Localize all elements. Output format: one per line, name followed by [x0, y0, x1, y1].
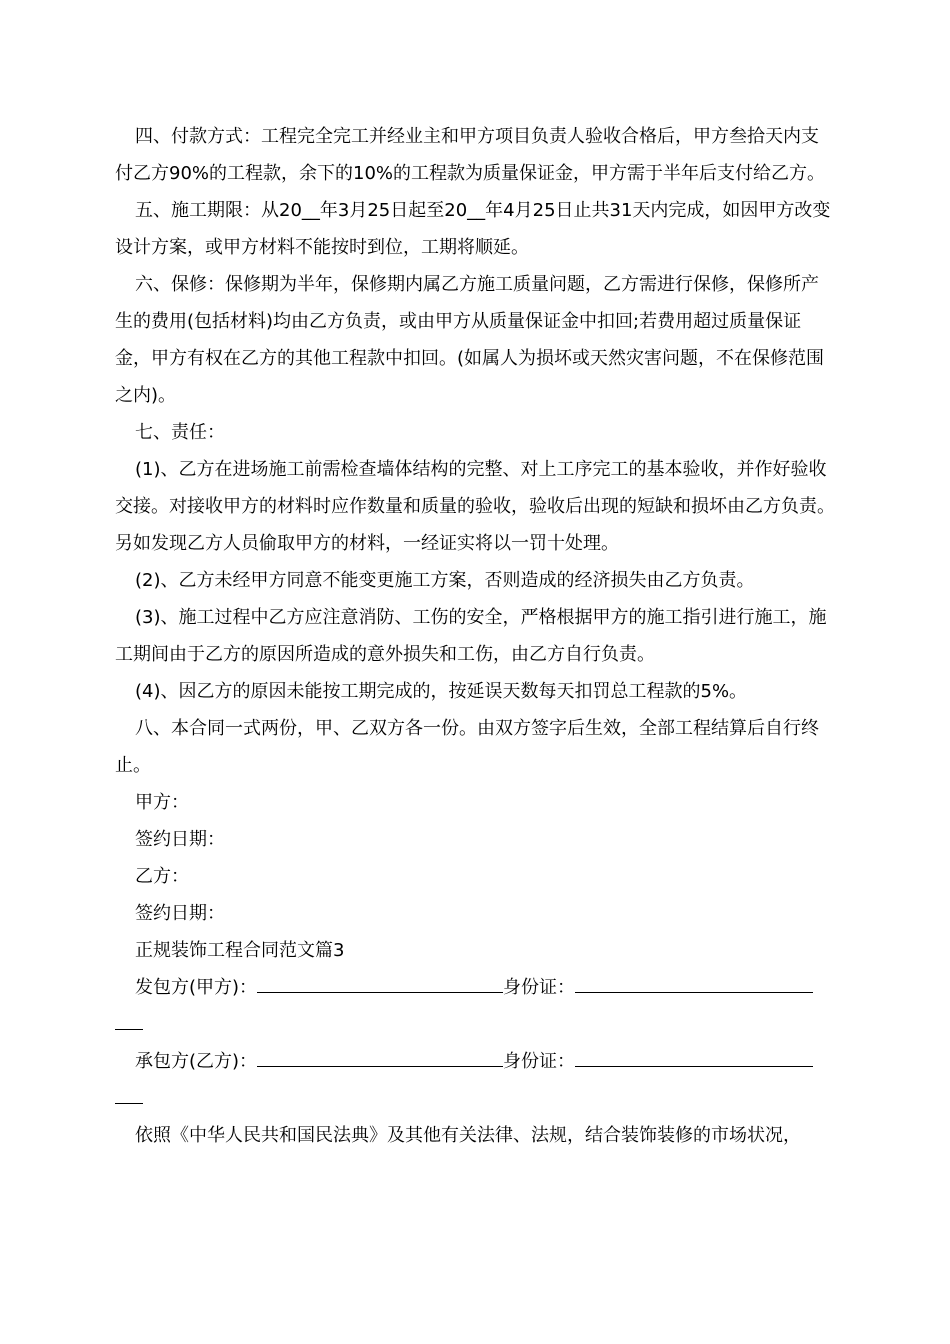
responsibility-item-3: (3)、施工过程中乙方应注意消防、工伤的安全，严格根据甲方的施工指引进行施工，施工期间由于乙方的原因所造成的意外损失和工伤，由乙方自行负责。	[115, 607, 827, 665]
builder-blank	[257, 1044, 503, 1067]
contractor-id-blank	[575, 970, 813, 993]
party-b-label: 乙方：	[135, 866, 189, 887]
contractor-id-blank-continued	[115, 1006, 835, 1043]
clause-payment: 四、付款方式：工程完全完工并经业主和甲方项目负责人验收合格后，甲方叁拾天内支付乙方90%的工程款，余下的10%的工程款为质量保证金，甲方需于半年后支付给乙方。	[115, 126, 826, 184]
contractor-id-label: 身份证：	[503, 977, 576, 998]
responsibility-item-4: (4)、因乙方的原因未能按工期完成的，按延误天数每天扣罚总工程款的5%。	[135, 681, 748, 702]
document-body	[115, 118, 835, 1154]
builder-row	[115, 1043, 835, 1080]
party-a-label: 甲方：	[135, 792, 189, 813]
responsibility-item-2: (2)、乙方未经甲方同意不能变更施工方案，否则造成的经济损失由乙方负责。	[135, 570, 755, 591]
builder-id-label: 身份证：	[503, 1051, 576, 1072]
contractor-row	[115, 969, 835, 1006]
builder-id-blank	[575, 1044, 813, 1067]
builder-label: 承包方(乙方)：	[135, 1051, 258, 1072]
section-title: 正规装饰工程合同范文篇3	[135, 940, 345, 961]
blank-tail	[115, 1007, 143, 1030]
closing-paragraph: 依照《中华人民共和国民法典》及其他有关法律、法规，结合装饰装修的市场状况，	[135, 1125, 801, 1146]
contractor-label: 发包方(甲方)：	[135, 977, 258, 998]
clause-schedule: 五、施工期限：从20__年3月25日起至20__年4月25日止共31天内完成，如因甲方改变设计方案，或甲方材料不能按时到位，工期将顺延。	[115, 200, 831, 258]
clause-copies: 八、本合同一式两份，甲、乙双方各一份。由双方签字后生效，全部工程结算后自行终止。	[115, 718, 819, 776]
party-a-date-label: 签约日期：	[135, 829, 225, 850]
clause-warranty: 六、保修：保修期为半年，保修期内属乙方施工质量问题，乙方需进行保修，保修所产生的费用(包括材料)均由乙方负责，或由甲方从质量保证金中扣回;若费用超过质量保证金，甲方有权在乙方的其他工程款中扣回。(如属人为损坏或天然灾害问题，不在保修范围之内)。	[115, 274, 825, 406]
contractor-blank	[257, 970, 503, 993]
blank-tail	[115, 1081, 143, 1104]
party-b-date-label: 签约日期：	[135, 903, 225, 924]
clause-responsibility: 七、责任：	[135, 422, 225, 443]
responsibility-item-1: (1)、乙方在进场施工前需检查墙体结构的完整、对上工序完工的基本验收，并作好验收交接。对接收甲方的材料时应作数量和质量的验收，验收后出现的短缺和损坏由乙方负责。另如发现乙方人员偷取甲方的材料，一经证实将以一罚十处理。	[115, 459, 835, 554]
builder-id-blank-continued	[115, 1080, 835, 1117]
